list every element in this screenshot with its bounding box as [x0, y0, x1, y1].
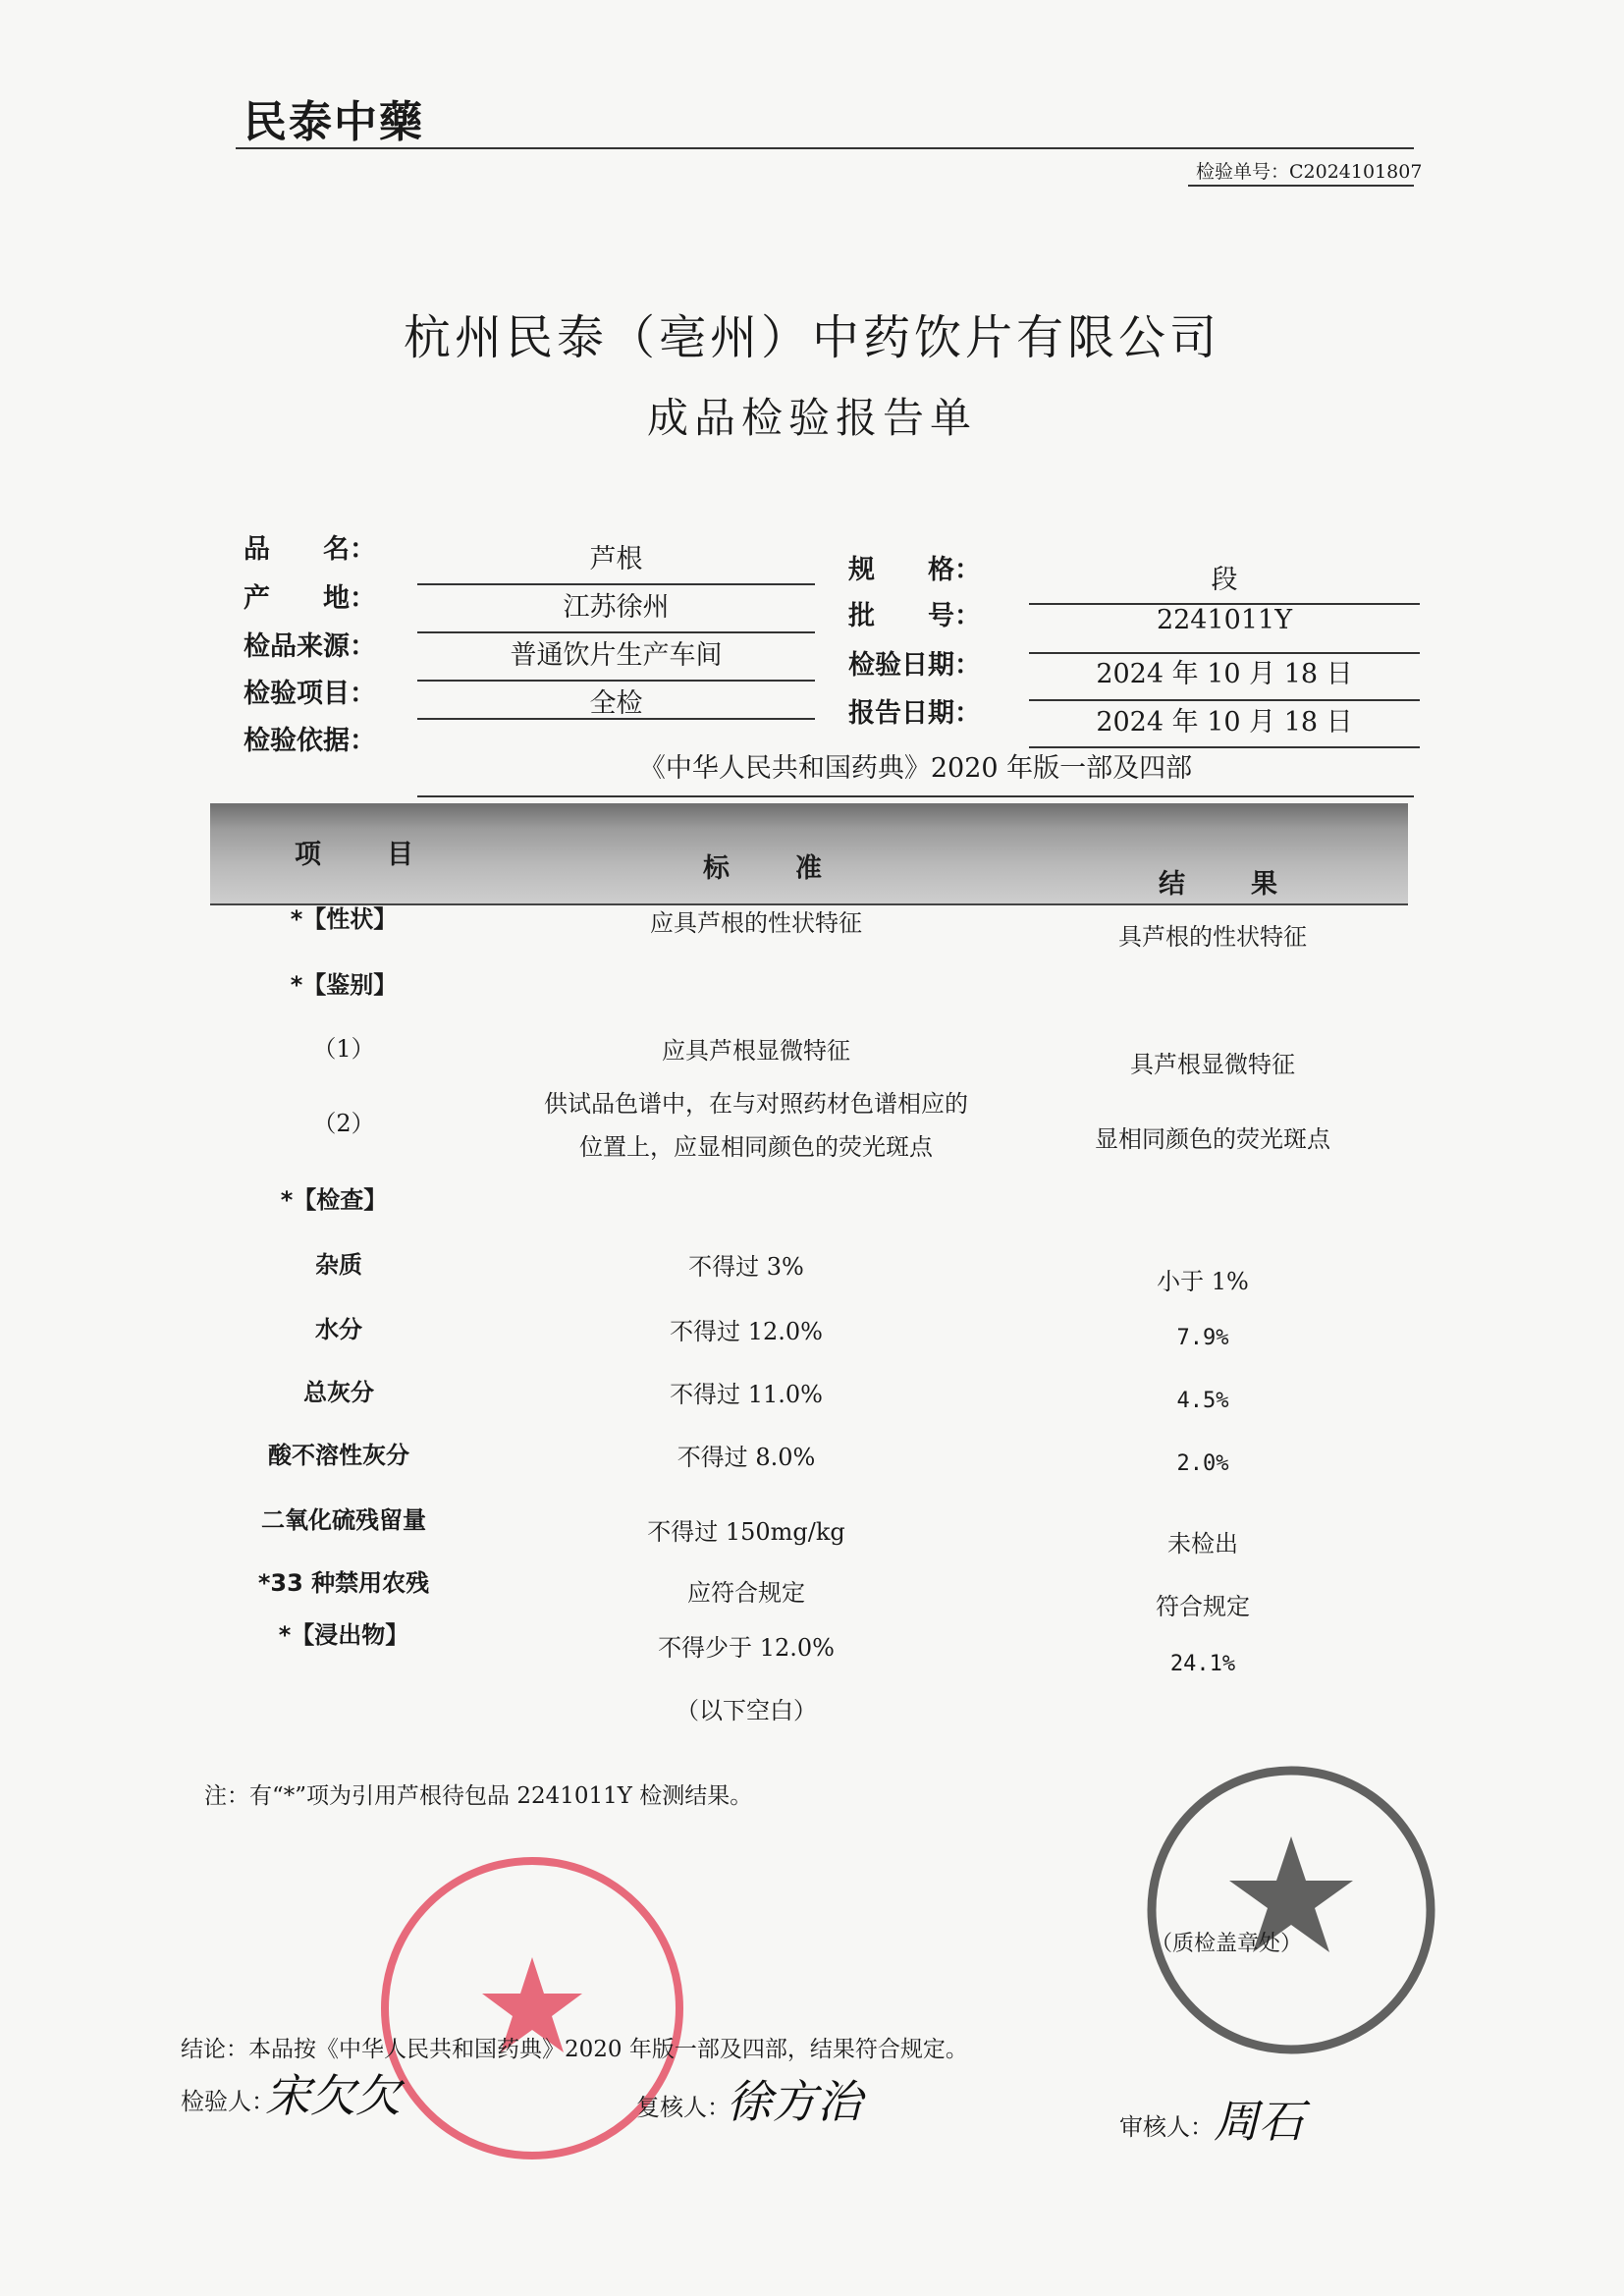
row-item: 杂质 — [315, 1251, 362, 1279]
report-date-underline — [1029, 746, 1420, 748]
row-standard: 不得过 3% — [688, 1253, 804, 1281]
inspector-label: 检验人： — [181, 2088, 275, 2115]
table-end-note: （以下空白） — [676, 1697, 817, 1724]
row-item: *【检查】 — [280, 1186, 388, 1214]
origin-value: 江苏徐州 — [563, 592, 670, 623]
approver-label: 审核人： — [1119, 2113, 1214, 2141]
row-standard: 不得过 8.0% — [677, 1444, 816, 1471]
header-standard: 标 准 — [703, 853, 841, 884]
test-date-label: 检验日期： — [848, 650, 981, 681]
approver-signature: 周石 — [1214, 2095, 1304, 2148]
row-result: 2.0% — [1176, 1451, 1229, 1476]
row-result: 24.1% — [1169, 1652, 1236, 1676]
basis-underline — [417, 795, 1414, 797]
inspector-signature: 宋欠欠 — [265, 2069, 401, 2122]
reviewer-label: 复核人： — [636, 2094, 731, 2121]
row-standard: 应具芦根显微特征 — [662, 1037, 850, 1065]
row-standard: 不得过 150mg/kg — [647, 1518, 845, 1546]
row-item: 酸不溶性灰分 — [268, 1442, 409, 1469]
row-standard: 不得过 11.0% — [670, 1381, 823, 1408]
row-item: 总灰分 — [303, 1379, 374, 1406]
header-divider — [236, 147, 1414, 149]
company-name: 杭州民泰（亳州）中药饮片有限公司 — [403, 310, 1220, 365]
row-result: 具芦根显微特征 — [1130, 1051, 1295, 1078]
spec-value: 段 — [1211, 565, 1238, 595]
row-item: 水分 — [315, 1316, 362, 1343]
row-item: *33 种禁用农残 — [257, 1569, 430, 1597]
inspection-number-underline — [1188, 185, 1414, 187]
report-date-label: 报告日期： — [848, 698, 981, 729]
row-result: 显相同颜色的荧光斑点 — [1095, 1125, 1330, 1153]
row-standard: 应符合规定 — [687, 1579, 805, 1607]
row-item: （1） — [312, 1035, 375, 1063]
report-title: 成品检验报告单 — [646, 394, 977, 442]
origin-label: 产 地： — [244, 583, 376, 614]
header-item: 项 目 — [295, 840, 433, 870]
row-result: 4.5% — [1176, 1389, 1229, 1413]
row-result: 小于 1% — [1157, 1268, 1249, 1295]
row-standard: 不得少于 12.0% — [658, 1634, 835, 1662]
reviewer-signature: 徐方治 — [727, 2075, 862, 2128]
stamp-note: （质检盖章处） — [1151, 1932, 1303, 1956]
product-name-value: 芦根 — [589, 544, 643, 574]
row-result: 具芦根的性状特征 — [1118, 923, 1307, 951]
footnote: 注：有“*”项为引用芦根待包品 2241011Y 检测结果。 — [204, 1783, 753, 1809]
row-item: *【性状】 — [290, 905, 398, 933]
row-standard: 应具芦根的性状特征 — [650, 909, 862, 937]
conclusion: 结论：本品按《中华人民共和国药典》2020 年版一部及四部，结果符合规定。 — [181, 2037, 968, 2062]
basis-value: 《中华人民共和国药典》2020 年版一部及四部 — [638, 753, 1193, 784]
row-standard: 不得过 12.0% — [670, 1318, 823, 1345]
test-item-label: 检验项目： — [244, 679, 376, 709]
batch-label: 批 号： — [848, 601, 981, 631]
inspection-number: 检验单号：C2024101807 — [1196, 161, 1423, 183]
source-value: 普通饮片生产车间 — [510, 640, 723, 671]
test-date-value: 2024 年 10 月 18 日 — [1096, 659, 1353, 689]
source-label: 检品来源： — [244, 631, 376, 662]
row-standard-line2: 位置上，应显相同颜色的荧光斑点 — [579, 1133, 933, 1161]
row-item: （2） — [312, 1110, 375, 1137]
product-name-label: 品 名： — [244, 534, 376, 565]
row-item: 二氧化硫残留量 — [261, 1506, 426, 1534]
report-date-value: 2024 年 10 月 18 日 — [1096, 707, 1353, 738]
test-item-value: 全检 — [589, 688, 643, 719]
row-standard: 供试品色谱中，在与对照药材色谱相应的 — [544, 1090, 968, 1118]
row-result: 符合规定 — [1156, 1593, 1250, 1620]
row-item: *【浸出物】 — [278, 1621, 409, 1649]
header-result: 结 果 — [1159, 869, 1297, 900]
basis-label: 检验依据： — [244, 726, 376, 756]
batch-value: 2241011Y — [1156, 605, 1293, 635]
test-item-underline — [417, 718, 815, 720]
row-item: *【鉴别】 — [290, 971, 398, 999]
row-result: 未检出 — [1167, 1530, 1238, 1558]
inspection-stamp — [1139, 1758, 1443, 2062]
spec-label: 规 格： — [848, 555, 981, 585]
company-logo: 民泰中藥 — [244, 97, 424, 147]
row-result: 7.9% — [1176, 1326, 1229, 1350]
